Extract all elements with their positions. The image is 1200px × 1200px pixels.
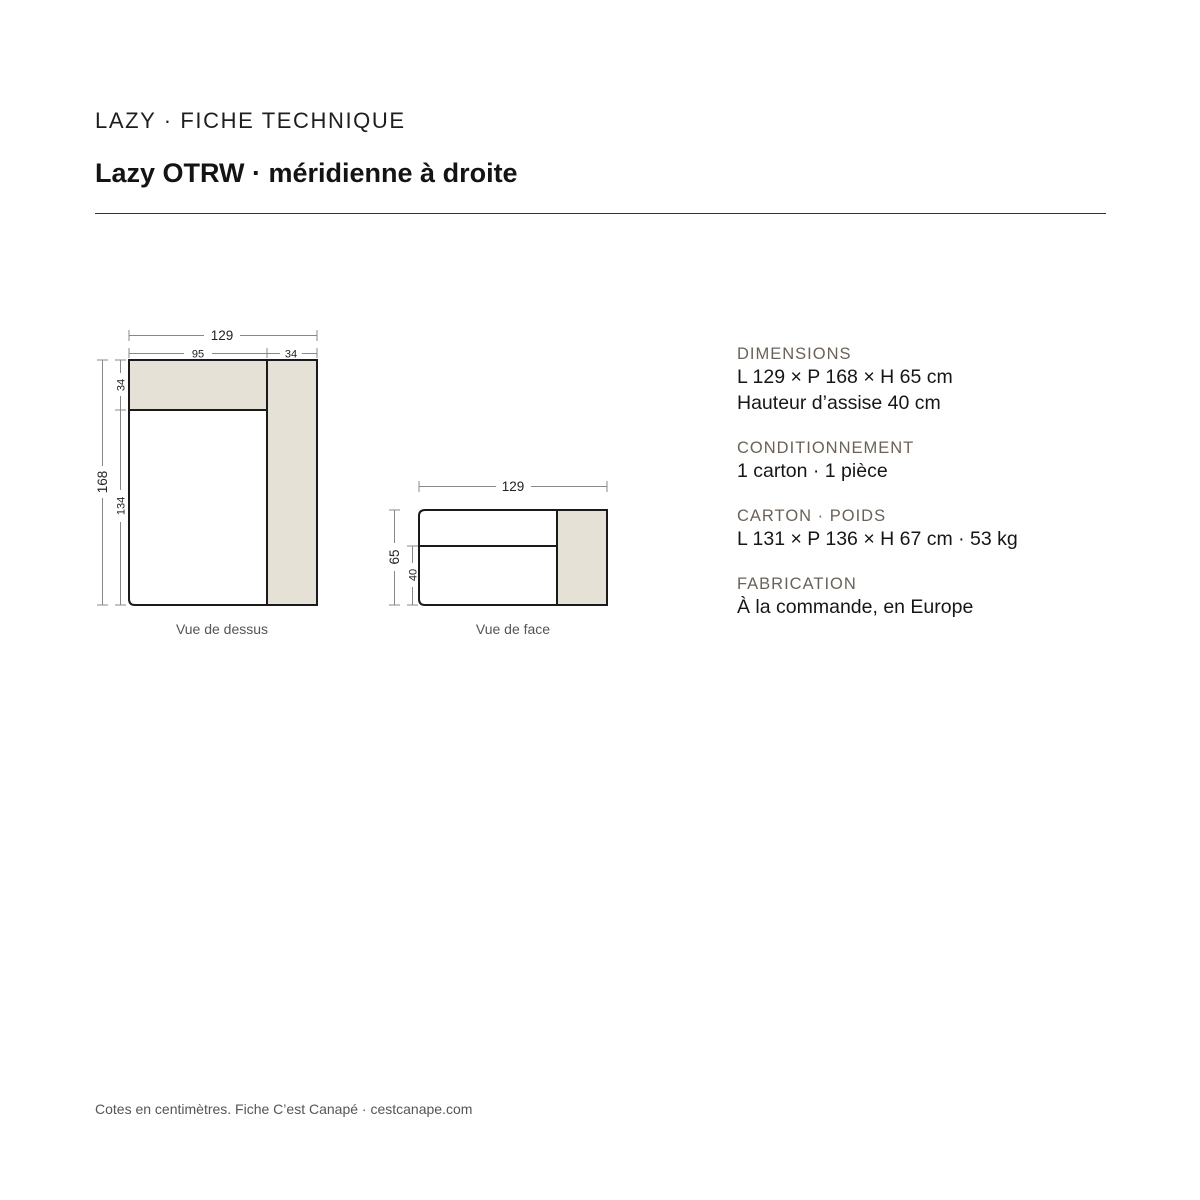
top-view-caption: Vue de dessus [175, 621, 269, 637]
dim-front-seat-height-label: 40 [407, 568, 420, 582]
spec-dimensions-size: L 129 × P 168 × H 65 cm [737, 366, 953, 388]
top-view-arm-fill [267, 360, 317, 605]
spec-packaging [737, 438, 1177, 484]
dim-top-arm-width-label: 34 [284, 348, 298, 361]
spec-manufacturing-heading: FABRICATION [737, 575, 857, 593]
dim-front-height-label: 65 [387, 549, 402, 565]
front-view-arm-fill [557, 510, 607, 605]
dim-top-depth-label: 168 [95, 470, 110, 494]
spec-carton-heading: CARTON · POIDS [737, 507, 887, 525]
spec-carton-value: L 131 × P 136 × H 67 cm · 53 kg [737, 528, 1018, 550]
top-view [95, 328, 317, 637]
spec-manufacturing-value: À la commande, en Europe [737, 596, 974, 618]
spec-dimensions [737, 344, 1177, 416]
technical-drawing [80, 318, 640, 648]
spec-manufacturing [737, 574, 1177, 620]
spec-dimensions-seat-height: Hauteur d’assise 40 cm [737, 392, 941, 414]
dim-top-sub-depths [115, 360, 126, 605]
series-label: LAZY · FICHE TECHNIQUE [95, 108, 406, 133]
spec-packaging-heading: CONDITIONNEMENT [737, 439, 915, 457]
page-title: Lazy OTRW · méridienne à droite [95, 158, 518, 188]
dim-front-width-label: 129 [501, 479, 525, 494]
footer-note: Cotes en centimètres. Fiche C’est Canapé · cestcanape.com [95, 1101, 473, 1117]
header-divider [95, 213, 1106, 214]
dim-top-seat-depth-label: 134 [115, 496, 128, 516]
dim-top-back-depth-label: 34 [115, 378, 128, 392]
dim-top-seat-width-label: 95 [191, 348, 205, 361]
top-view-back-fill [129, 360, 267, 410]
dim-top-width-label: 129 [210, 328, 234, 343]
spec-packaging-value: 1 carton · 1 pièce [737, 460, 888, 482]
spec-carton [737, 506, 1177, 552]
spec-list [737, 344, 1177, 642]
spec-dimensions-heading: DIMENSIONS [737, 345, 852, 363]
front-view [387, 479, 607, 637]
front-view-caption: Vue de face [475, 621, 551, 637]
